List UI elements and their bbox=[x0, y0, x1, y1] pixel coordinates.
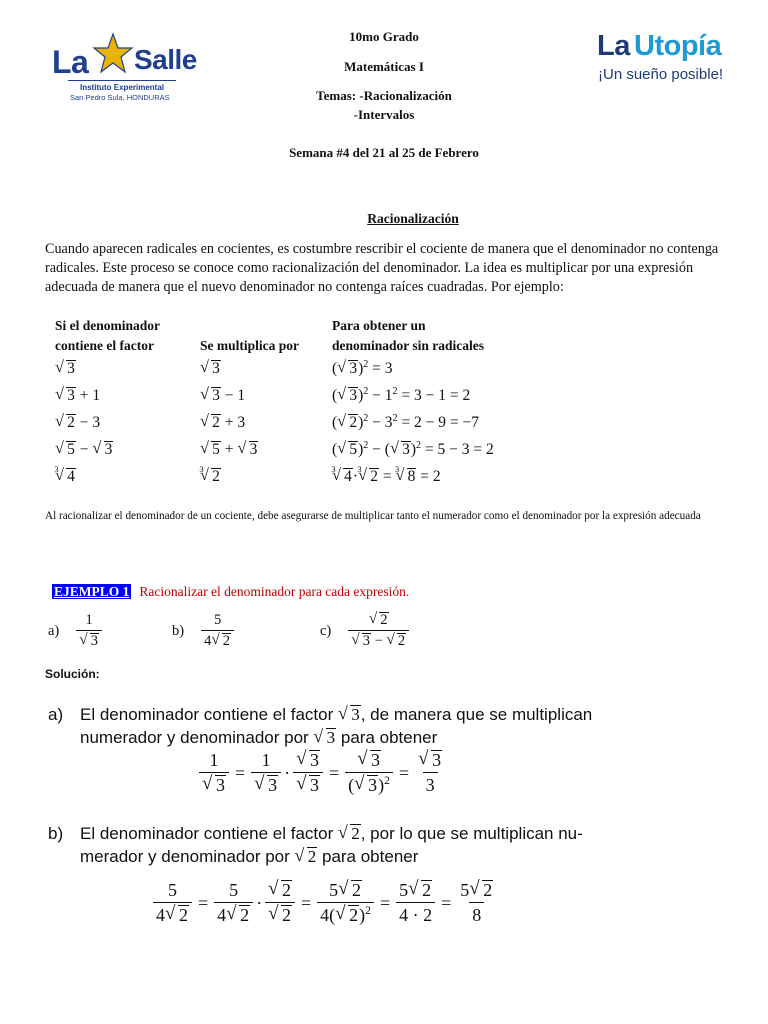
grade-line: 10mo Grado bbox=[349, 29, 419, 44]
table-cell bbox=[200, 441, 258, 459]
table-result: = 2 bbox=[420, 468, 441, 485]
example-c bbox=[320, 612, 412, 650]
sqrt-expr: √ 5 bbox=[337, 441, 358, 458]
table-term: − 1 bbox=[224, 387, 246, 404]
fraction: $\frac{5√ 2}{4(√ 2)^2}$ bbox=[317, 880, 374, 926]
solution-b-marker: b) bbox=[48, 824, 64, 843]
table-cell bbox=[200, 414, 245, 432]
fraction: √ $\frac{3}{3}$ bbox=[415, 750, 445, 796]
table-term: − bbox=[79, 441, 89, 458]
solution-a-line2 bbox=[48, 727, 738, 749]
table-header-col3 bbox=[332, 316, 484, 356]
example-header bbox=[52, 583, 409, 601]
solution-a-line1 bbox=[48, 704, 738, 726]
solution-b-line2 bbox=[48, 846, 738, 868]
table-result: = 2 − 9 = −7 bbox=[401, 414, 480, 431]
sqrt-expr: √ 3 bbox=[338, 705, 361, 725]
table-term: + 1 bbox=[79, 387, 101, 404]
sqrt-expr: √ 2 bbox=[337, 414, 358, 431]
lasalle-divider bbox=[68, 80, 176, 81]
sqrt-expr: √ 3 bbox=[237, 441, 258, 458]
table-row bbox=[55, 387, 100, 405]
lasalle-sub2: San Pedro Sula, HONDURAS bbox=[70, 93, 170, 102]
intro-paragraph: Cuando aparecen radicales en cocientes, es costumbre rescribir el cociente de manera que el denominador no contenga radicales. Este proceso se conoce como racionalización del denominador. La idea es multiplicar por una expresión adecuada de manera que el nuevo denominador no contenga raíces cuadradas. Por ejemplo: bbox=[45, 241, 719, 295]
solution-b-line2b: para obtener bbox=[321, 847, 419, 866]
fraction: √ 3 √ 3 bbox=[293, 750, 323, 796]
lautopia-word-a: La bbox=[597, 30, 630, 62]
sqrt-expr: √ 3 bbox=[200, 387, 221, 404]
solution-b-line1-text: El denominador contiene el factor bbox=[80, 824, 334, 843]
note-paragraph: Al racionalizar el denominador de un cociente, debe asegurarse de multiplicar tanto el numerador como el denominador por la expresión adecuada bbox=[45, 510, 701, 522]
cbrt-expr: √ 3 8 bbox=[395, 468, 416, 485]
fraction: 1 √ 3 bbox=[251, 750, 281, 796]
table-header-col3-a: Para obtener un bbox=[332, 318, 426, 333]
cbrt-expr: √ 3 4 bbox=[55, 468, 76, 485]
table-term: − 3 bbox=[79, 414, 101, 431]
example-a bbox=[48, 612, 105, 650]
sqrt-expr: √ 3 bbox=[337, 387, 358, 404]
fraction: 1 √ 3 bbox=[199, 750, 229, 796]
solution-a-line2-text: numerador y denominador por bbox=[80, 728, 309, 747]
solution-a-line1b: , de manera que se multiplican bbox=[360, 705, 593, 724]
cbrt-expr: √ 3 4 bbox=[332, 468, 353, 485]
example-items bbox=[48, 612, 468, 662]
example-b-marker: b) bbox=[172, 622, 185, 639]
fraction: $\frac{5}{4√ 2}$ bbox=[153, 880, 192, 926]
table-cell: √ 3 4· √ 3 2 = √ 3 8 = 2 bbox=[332, 468, 441, 486]
topics2-line: -Intervalos bbox=[353, 107, 415, 122]
solution-label: Solución: bbox=[45, 667, 100, 681]
example-a-marker: a) bbox=[48, 622, 60, 639]
sqrt-expr: √ 5 bbox=[55, 441, 76, 458]
cbrt-expr: √ 3 2 bbox=[358, 468, 379, 485]
subject-line: Matemáticas I bbox=[344, 59, 424, 74]
table-cell bbox=[199, 464, 221, 486]
fraction: $\frac{5}{4√ 2}$ bbox=[201, 612, 234, 650]
table-header-col3-b: denominador sin radicales bbox=[332, 338, 485, 353]
table-row bbox=[55, 414, 100, 432]
table-header-col1 bbox=[55, 316, 160, 356]
solution-b-line1 bbox=[48, 823, 738, 845]
sqrt-expr: √ 3 bbox=[92, 441, 113, 458]
table-term: + 3 bbox=[224, 414, 246, 431]
lautopia-tagline: ¡Un sueño posible! bbox=[598, 66, 724, 83]
solution-a-marker: a) bbox=[48, 705, 64, 724]
rationalization-table bbox=[55, 316, 735, 496]
table-cell: (√ 5)$^2$ − (√ 3)$^2$ = 5 − 3 = 2 bbox=[332, 441, 494, 459]
lautopia-word-b: Utopía bbox=[634, 30, 722, 62]
solution-a-text bbox=[48, 704, 738, 749]
sqrt-expr: √ 2 bbox=[200, 414, 221, 431]
example-label: EJEMPLO 1 bbox=[54, 584, 130, 599]
lasalle-word-right: Salle bbox=[134, 44, 197, 75]
sqrt-expr: √ 3 bbox=[390, 441, 411, 458]
table-row bbox=[55, 441, 113, 459]
solution-a-equation: 1 √ 3 = 1 √ 3 · √ 3 √ 3 = √ $\frac{3}{(√ 3)^2}$ = √ $\frac{3}{3}$ bbox=[196, 750, 448, 796]
fraction: $\frac{5√ 2}{4 \cdot 2}$ bbox=[396, 880, 435, 926]
section-title: Racionalización bbox=[367, 211, 459, 226]
sqrt-expr: √ 5 bbox=[200, 441, 221, 458]
solution-a-line2b: para obtener bbox=[340, 728, 438, 747]
fraction: √ 2 √ 3 − √ 2 bbox=[348, 612, 409, 650]
table-cell bbox=[200, 387, 245, 405]
fraction: √ 2 √ 2 bbox=[265, 880, 295, 926]
fraction: $\frac{5}{4√ 2}$ bbox=[214, 880, 253, 926]
table-cell: (√ $3)^2 - 1^2 = 3 - 1 = 2$ bbox=[332, 387, 470, 405]
table-cell: (√ 3)$^2$ = 3 bbox=[332, 360, 393, 378]
cbrt-expr: √ 3 2 bbox=[200, 468, 221, 485]
lasalle-word-left: La bbox=[52, 44, 89, 80]
table-term: − bbox=[372, 441, 381, 458]
solution-b-line1b: , por lo que se multiplican nu- bbox=[360, 824, 583, 843]
table-header-col1-a: Si el denominador bbox=[55, 318, 161, 333]
topics-line: Temas: -Racionalización bbox=[316, 88, 452, 103]
table-cell bbox=[200, 360, 221, 378]
sqrt-expr: √ 2 bbox=[338, 824, 361, 844]
table-row bbox=[55, 360, 76, 378]
table-result: = 3 − 1 = 2 bbox=[401, 387, 471, 404]
sqrt-expr: √ 3 bbox=[337, 360, 358, 377]
table-result: = 3 bbox=[372, 360, 393, 377]
solution-a-line1-text: El denominador contiene el factor bbox=[80, 705, 334, 724]
table-result: = 5 − 3 = 2 bbox=[424, 441, 494, 458]
sqrt-expr: √ 3 bbox=[55, 360, 76, 377]
sqrt-expr: √ 2 bbox=[295, 847, 318, 867]
sqrt-expr: √ 3 bbox=[200, 360, 221, 377]
fraction: $\frac{5√ 2}{8}$ bbox=[457, 880, 496, 926]
solution-b-equation: $\frac{5}{4√ 2}$ = $\frac{5}{4√ 2}$ · √ 2 √ 2 = $\frac{5√ 2}{4(√ 2)^2}$ = $\frac{5√ 2}{4 \cdot 2}$ = $\frac{5√ 2}{8}$ bbox=[150, 880, 499, 926]
table-cell: (√ $2)^2 - 3^2 = 2 - 9 = -7$ bbox=[332, 414, 479, 432]
sqrt-expr: √ 3 bbox=[55, 387, 76, 404]
table-header-col1-b: contiene el factor bbox=[55, 338, 154, 353]
lasalle-sub1: Instituto Experimental bbox=[80, 83, 165, 92]
table-term: + bbox=[224, 441, 234, 458]
solution-b-line2-text: merador y denominador por bbox=[80, 847, 290, 866]
example-c-marker: c) bbox=[320, 622, 332, 639]
table-row bbox=[54, 464, 76, 486]
fraction: √ $\frac{3}{(√ 3)^2}$ bbox=[345, 750, 393, 796]
fraction: 1 √ 3 bbox=[76, 612, 102, 650]
example-instruction: Racionalizar el denominador para cada expresión. bbox=[139, 584, 410, 599]
week-line: Semana #4 del 21 al 25 de Febrero bbox=[289, 145, 479, 160]
sqrt-expr: √ 2 bbox=[55, 414, 76, 431]
table-header-col2: Se multiplica por bbox=[200, 338, 300, 353]
solution-b-text bbox=[48, 823, 738, 868]
sqrt-expr: √ 3 bbox=[313, 728, 336, 748]
example-b bbox=[172, 612, 237, 650]
